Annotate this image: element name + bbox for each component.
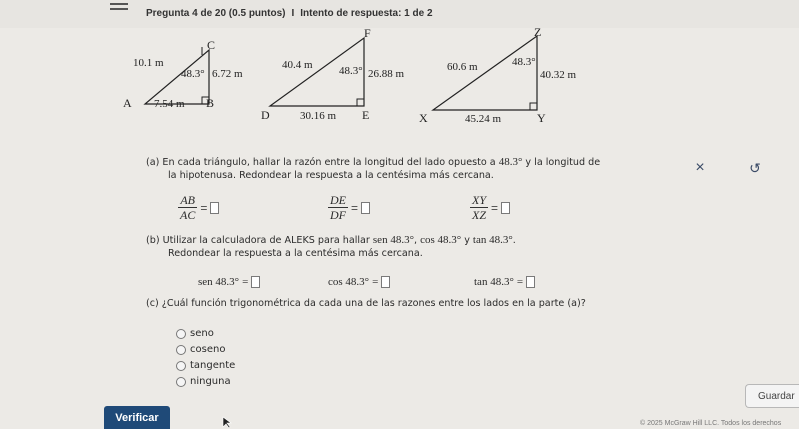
verify-button[interactable]: Verificar	[104, 406, 170, 429]
save-button[interactable]: Guardar	[745, 384, 799, 408]
answer-box-ab-ac[interactable]	[210, 202, 219, 214]
triangle-abc	[118, 34, 258, 120]
label-adj-xyz: 45.24 m	[465, 113, 502, 125]
radio-button[interactable]	[176, 329, 186, 339]
part-a-line2: la hipotenusa. Redondear la respuesta a la centésima más cercana.	[168, 170, 494, 181]
answer-box-tan[interactable]	[526, 276, 535, 288]
option-label: seno	[190, 328, 214, 339]
ratio-ab-ac	[178, 193, 219, 222]
option-seno[interactable]	[176, 328, 214, 339]
part-b-fn-tan: tan 48.3°	[472, 234, 513, 246]
label-adj-def: 30.16 m	[300, 110, 337, 122]
ratio-den: XZ	[472, 208, 487, 222]
equals-sign: =	[200, 200, 208, 215]
sen-input-row	[198, 276, 260, 288]
radio-button[interactable]	[176, 361, 186, 371]
equals-sign: =	[351, 200, 359, 215]
ratio-den: AC	[180, 208, 196, 222]
question-number: Pregunta 4 de 20 (0.5 puntos)	[146, 8, 286, 19]
cos-label: cos 48.3°	[328, 276, 370, 288]
ratio-xy-xz	[470, 193, 510, 222]
menu-icon[interactable]	[110, 3, 128, 13]
label-angle-xyz: 48.3°	[512, 56, 536, 68]
label-angle-def: 48.3°	[339, 65, 363, 77]
vertex-b: B	[206, 96, 215, 110]
vertex-e: E	[362, 108, 370, 122]
label-hyp-def: 40.4 m	[282, 59, 313, 71]
label-opp-abc: 6.72 m	[212, 68, 243, 80]
label-opp-xyz: 40.32 m	[540, 69, 577, 81]
option-coseno[interactable]	[176, 344, 225, 355]
part-a-line1-end: y la longitud de	[522, 157, 601, 168]
option-label: ninguna	[190, 376, 231, 387]
clear-button[interactable]: ×	[695, 159, 705, 176]
option-tangente[interactable]	[176, 360, 235, 371]
equals-sign: =	[242, 276, 249, 288]
part-b-and: y	[461, 235, 473, 246]
answer-box-de-df[interactable]	[361, 202, 370, 214]
tan-label: tan 48.3°	[474, 276, 514, 288]
part-a-text	[146, 156, 666, 182]
part-a-angle: 48.3°	[498, 156, 523, 168]
answer-box-xy-xz[interactable]	[501, 202, 510, 214]
header-separator: I	[291, 8, 295, 19]
vertex-z: Z	[534, 28, 542, 39]
label-angle-abc: 48.3°	[181, 68, 205, 80]
ratio-de-df	[328, 193, 370, 222]
sen-label: sen 48.3°	[198, 276, 240, 288]
vertex-f: F	[364, 28, 371, 40]
vertex-x: X	[419, 111, 428, 125]
part-b-line1: (b) Utilizar la calculadora de ALEKS para hallar	[146, 235, 373, 246]
part-b-comma: ,	[413, 235, 421, 246]
equals-sign: =	[491, 200, 499, 215]
part-c-text: (c) ¿Cuál función trigonométrica da cada una de las razones entre los lados en la parte (a)?	[146, 298, 586, 309]
ratio-num: XY	[472, 193, 487, 207]
tan-input-row	[474, 276, 535, 288]
copyright-text: © 2025 McGraw Hill LLC. Todos los derechos	[640, 420, 782, 427]
answer-box-sen[interactable]	[251, 276, 260, 288]
option-ninguna[interactable]	[176, 376, 231, 387]
option-label: tangente	[190, 360, 236, 371]
radio-button[interactable]	[176, 345, 186, 355]
label-adj-abc: 7.54 m	[154, 98, 185, 110]
radio-button[interactable]	[176, 377, 186, 387]
part-a-line1: (a) En cada triángulo, hallar la razón entre la longitud del lado opuesto a	[146, 157, 499, 168]
label-hyp-abc: 10.1 m	[133, 57, 164, 69]
vertex-y: Y	[537, 111, 546, 125]
answer-box-cos[interactable]	[381, 276, 390, 288]
part-b-period: .	[512, 235, 516, 246]
cos-input-row	[328, 276, 390, 288]
option-label: coseno	[190, 344, 226, 355]
ratio-den: DF	[330, 208, 346, 222]
attempt-info: Intento de respuesta: 1 de 2	[300, 8, 433, 19]
label-opp-def: 26.88 m	[368, 68, 405, 80]
equals-sign: =	[516, 276, 524, 288]
question-header	[146, 8, 433, 19]
mouse-cursor-icon	[222, 416, 232, 429]
part-b-line2: Redondear la respuesta a la centésima más cercana.	[168, 248, 423, 259]
equals-sign: =	[372, 276, 379, 288]
ratio-num: DE	[330, 193, 346, 207]
part-b-fn-cos: cos 48.3°	[420, 234, 462, 246]
vertex-c: C	[207, 38, 216, 52]
part-b-fn-sen: sen 48.3°	[372, 234, 414, 246]
question-panel	[132, 150, 672, 410]
part-b-text	[146, 234, 666, 260]
ratio-num: AB	[180, 193, 195, 207]
top-bar	[0, 0, 799, 28]
label-hyp-xyz: 60.6 m	[447, 61, 478, 73]
vertex-a: A	[123, 96, 132, 110]
vertex-d: D	[261, 108, 270, 122]
triangle-xyz	[415, 28, 585, 126]
undo-button[interactable]: ↺	[749, 159, 761, 176]
triangle-def	[258, 28, 413, 122]
